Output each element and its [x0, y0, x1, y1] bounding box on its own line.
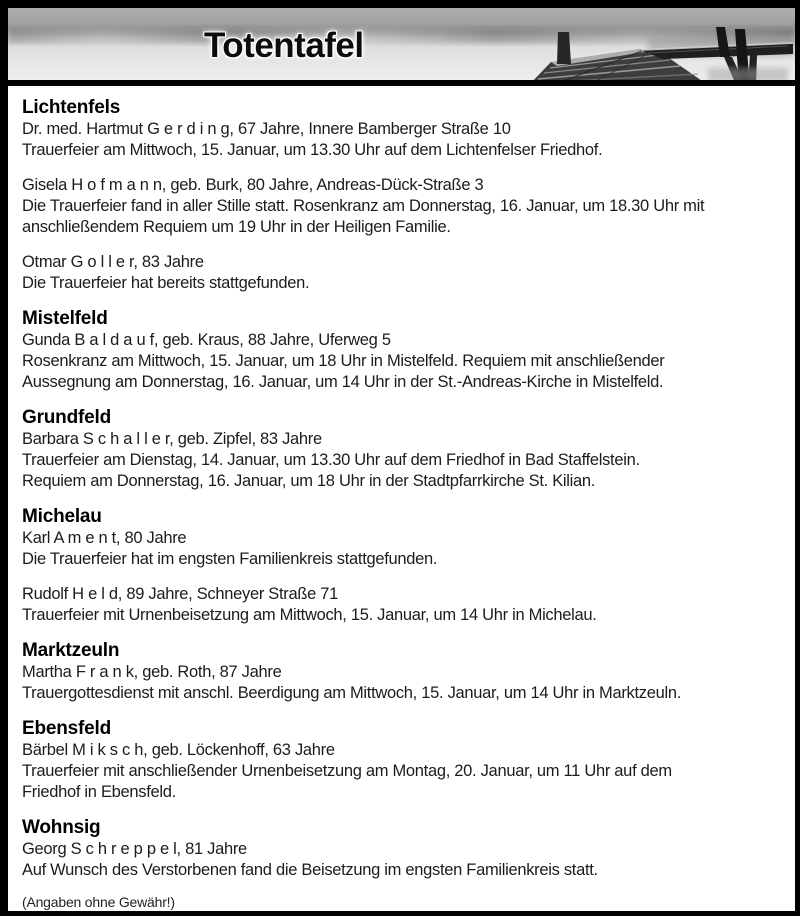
- obituary-entry: [22, 429, 783, 492]
- entry-detail-line: Trauerfeier am Dienstag, 14. Januar, um 13.30 Uhr auf dem Friedhof in Bad Staffelstein.: [22, 451, 640, 469]
- obituary-entry: [22, 528, 783, 570]
- obituary-content: [8, 86, 795, 911]
- lake-jetty-photo: [8, 8, 795, 80]
- town-heading: Marktzeuln: [22, 640, 120, 661]
- deceased-name: Dr. med. Hartmut G e r d i n g, 67 Jahre, Innere Bamberger Straße 10: [22, 120, 511, 138]
- entry-detail-line: anschließendem Requiem um 19 Uhr in der Heiligen Familie.: [22, 218, 451, 236]
- section-michelau: [22, 506, 783, 626]
- entry-detail-line: Requiem am Donnerstag, 16. Januar, um 18 Uhr in der Stadtpfarrkirche St. Kilian.: [22, 472, 596, 490]
- obituary-entry: [22, 330, 783, 393]
- deceased-name: Gisela H o f m a n n, geb. Burk, 80 Jahre, Andreas-Dück-Straße 3: [22, 176, 484, 194]
- obituary-entry: [22, 175, 783, 238]
- entry-detail-line: Rosenkranz am Mittwoch, 15. Januar, um 18 Uhr in Mistelfeld. Requiem mit anschließender: [22, 352, 665, 370]
- obituary-entry: [22, 584, 783, 626]
- entry-detail-line: Trauergottesdienst mit anschl. Beerdigung am Mittwoch, 15. Januar, um 14 Uhr in Marktzeuln.: [22, 684, 681, 702]
- town-heading: Lichtenfels: [22, 97, 121, 118]
- photo-banner: [8, 8, 795, 80]
- section-marktzeuln: [22, 640, 783, 704]
- entry-detail-line: Trauerfeier mit anschließender Urnenbeisetzung am Montag, 20. Januar, um 11 Uhr auf dem: [22, 762, 672, 780]
- section-wohnsig: [22, 817, 783, 881]
- obituary-entry: [22, 839, 783, 881]
- deceased-name: Bärbel M i k s c h, geb. Löckenhoff, 63 Jahre: [22, 741, 335, 759]
- deceased-name: Otmar G o l l e r, 83 Jahre: [22, 253, 204, 271]
- section-mistelfeld: [22, 308, 783, 393]
- obituary-entry: [22, 662, 783, 704]
- obituary-entry: [22, 119, 783, 161]
- entry-detail-line: Die Trauerfeier hat im engsten Familienkreis stattgefunden.: [22, 550, 438, 568]
- entry-detail-line: Friedhof in Ebensfeld.: [22, 783, 176, 801]
- town-heading: Grundfeld: [22, 407, 111, 428]
- section-grundfeld: [22, 407, 783, 492]
- deceased-name: Martha F r a n k, geb. Roth, 87 Jahre: [22, 663, 282, 681]
- town-heading: Michelau: [22, 506, 102, 527]
- entry-detail-line: Die Trauerfeier hat bereits stattgefunden.: [22, 274, 310, 292]
- town-heading: Wohnsig: [22, 817, 101, 838]
- entry-detail-line: Die Trauerfeier fand in aller Stille statt. Rosenkranz am Donnerstag, 16. Januar, um 18.30 Uhr mit: [22, 197, 705, 215]
- town-heading: Mistelfeld: [22, 308, 108, 329]
- entry-detail-line: Trauerfeier am Mittwoch, 15. Januar, um 13.30 Uhr auf dem Lichtenfelser Friedhof.: [22, 141, 603, 159]
- disclaimer-note: (Angaben ohne Gewähr!): [22, 894, 175, 910]
- deceased-name: Karl A m e n t, 80 Jahre: [22, 529, 187, 547]
- section-lichtenfels: [22, 97, 783, 294]
- obituary-board-inner: [8, 8, 795, 911]
- deceased-name: Gunda B a l d a u f, geb. Kraus, 88 Jahre, Uferweg 5: [22, 331, 391, 349]
- deceased-name: Georg S c h r e p p e l, 81 Jahre: [22, 840, 247, 858]
- page-title: Totentafel: [204, 26, 364, 65]
- section-ebensfeld: [22, 718, 783, 803]
- dock-water-reflection: [708, 68, 788, 80]
- entry-detail-line: Trauerfeier mit Urnenbeisetzung am Mittwoch, 15. Januar, um 14 Uhr in Michelau.: [22, 606, 597, 624]
- deceased-name: Rudolf H e l d, 89 Jahre, Schneyer Straße 71: [22, 585, 339, 603]
- obituary-entry: [22, 740, 783, 803]
- deceased-name: Barbara S c h a l l e r, geb. Zipfel, 83 Jahre: [22, 430, 322, 448]
- town-heading: Ebensfeld: [22, 718, 111, 739]
- entry-detail-line: Aussegnung am Donnerstag, 16. Januar, um 14 Uhr in der St.-Andreas-Kirche in Mistelfeld.: [22, 373, 664, 391]
- entry-detail-line: Auf Wunsch des Verstorbenen fand die Beisetzung im engsten Familienkreis statt.: [22, 861, 598, 879]
- obituary-entry: [22, 252, 783, 294]
